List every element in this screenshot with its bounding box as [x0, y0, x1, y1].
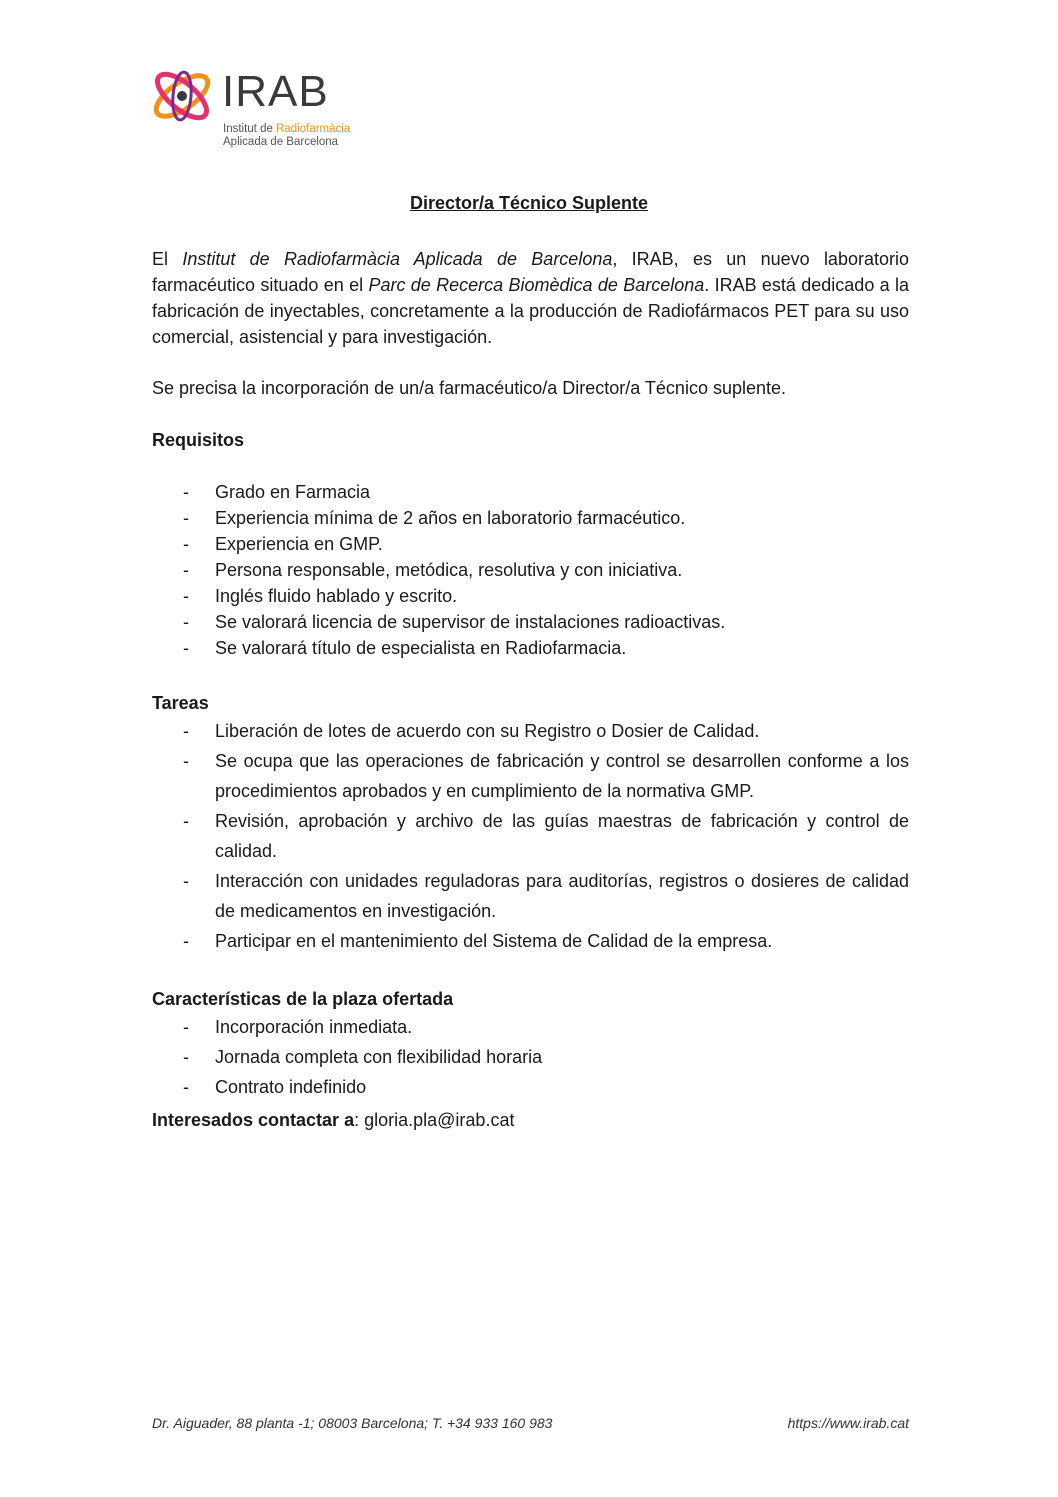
intro-text-e: . IRAB está dedicado a la fabricación de inyectables, concretamente a la producción de Radiofármacos PET para su uso comercial, asistencial y para investigación. [152, 275, 910, 347]
contact-colon: : [354, 1110, 360, 1130]
footer-address: Dr. Aiguader, 88 planta -1; 08003 Barcelona; T. +34 933 160 983 [152, 1415, 553, 1431]
logo-sub-highlight: Radiofarmàcia [276, 123, 351, 135]
contact-email-link[interactable]: gloria.pla@irab.cat [364, 1110, 515, 1130]
tareas-list [152, 716, 909, 956]
list-item: - Persona responsable, metódica, resolutiva y con iniciativa. [152, 557, 909, 583]
caracteristicas-list [152, 1012, 909, 1102]
requisitos-section [152, 427, 909, 661]
intro-requirement: Se precisa la incorporación de un/a farmacéutico/a Director/a Técnico suplente. [152, 378, 787, 398]
list-item: - Inglés fluido hablado y escrito. [152, 583, 909, 609]
requisitos-list [152, 479, 909, 661]
institute-name: Institut de Radiofarmàcia Aplicada de Barcelona [182, 249, 613, 269]
document-title: Director/a Técnico Suplente [409, 193, 649, 213]
requisitos-heading: Requisitos [152, 430, 245, 450]
list-item: - Jornada completa con flexibilidad horaria [152, 1042, 909, 1072]
intro-text-a: El [152, 249, 183, 269]
logo-subtitle [223, 123, 350, 149]
list-item: - Se valorará título de especialista en Radiofarmacia. [152, 635, 909, 661]
contact-line [152, 1107, 909, 1133]
irab-logo [148, 60, 378, 152]
list-item: - Experiencia mínima de 2 años en laboratorio farmacéutico. [152, 505, 909, 531]
logo-sub-prefix: Institut de [223, 123, 277, 135]
list-item: - Experiencia en GMP. [152, 531, 909, 557]
list-item: - Incorporación inmediata. [152, 1012, 909, 1042]
list-item: - Grado en Farmacia [152, 479, 909, 505]
park-name: Parc de Recerca Biomèdica de Barcelona [368, 275, 705, 295]
footer-url-link[interactable]: https://www.irab.cat [787, 1415, 909, 1431]
list-item: - Revisión, aprobación y archivo de las guías maestras de fabricación y control de calidad. [152, 806, 909, 866]
list-item: - Liberación de lotes de acuerdo con su Registro o Dosier de Calidad. [152, 716, 909, 746]
intro-paragraph [152, 246, 909, 350]
caracteristicas-heading: Características de la plaza ofertada [152, 989, 454, 1009]
atom-logo-icon [148, 60, 218, 132]
tareas-heading: Tareas [152, 693, 209, 713]
logo-name: IRAB [222, 67, 329, 116]
list-item: - Se valorará licencia de supervisor de instalaciones radioactivas. [152, 609, 909, 635]
logo-sub-line2: Aplicada de Barcelona [223, 136, 339, 148]
list-item: - Se ocupa que las operaciones de fabricación y control se desarrollen conforme a los procedimientos aprobados y en cumplimiento de la normativa GMP. [152, 746, 909, 806]
contact-label: Interesados contactar a [152, 1110, 355, 1130]
tareas-section [152, 690, 909, 956]
caracteristicas-section [152, 986, 909, 1102]
intro-text-c: , IRAB, es un nuevo laboratorio farmacéutico situado en el [152, 249, 909, 295]
list-item: - Participar en el mantenimiento del Sistema de Calidad de la empresa. [152, 926, 909, 956]
list-item: - Contrato indefinido [152, 1072, 909, 1102]
list-item: - Interacción con unidades reguladoras para auditorías, registros o dosieres de calidad de medicamentos en investigación. [152, 866, 909, 926]
